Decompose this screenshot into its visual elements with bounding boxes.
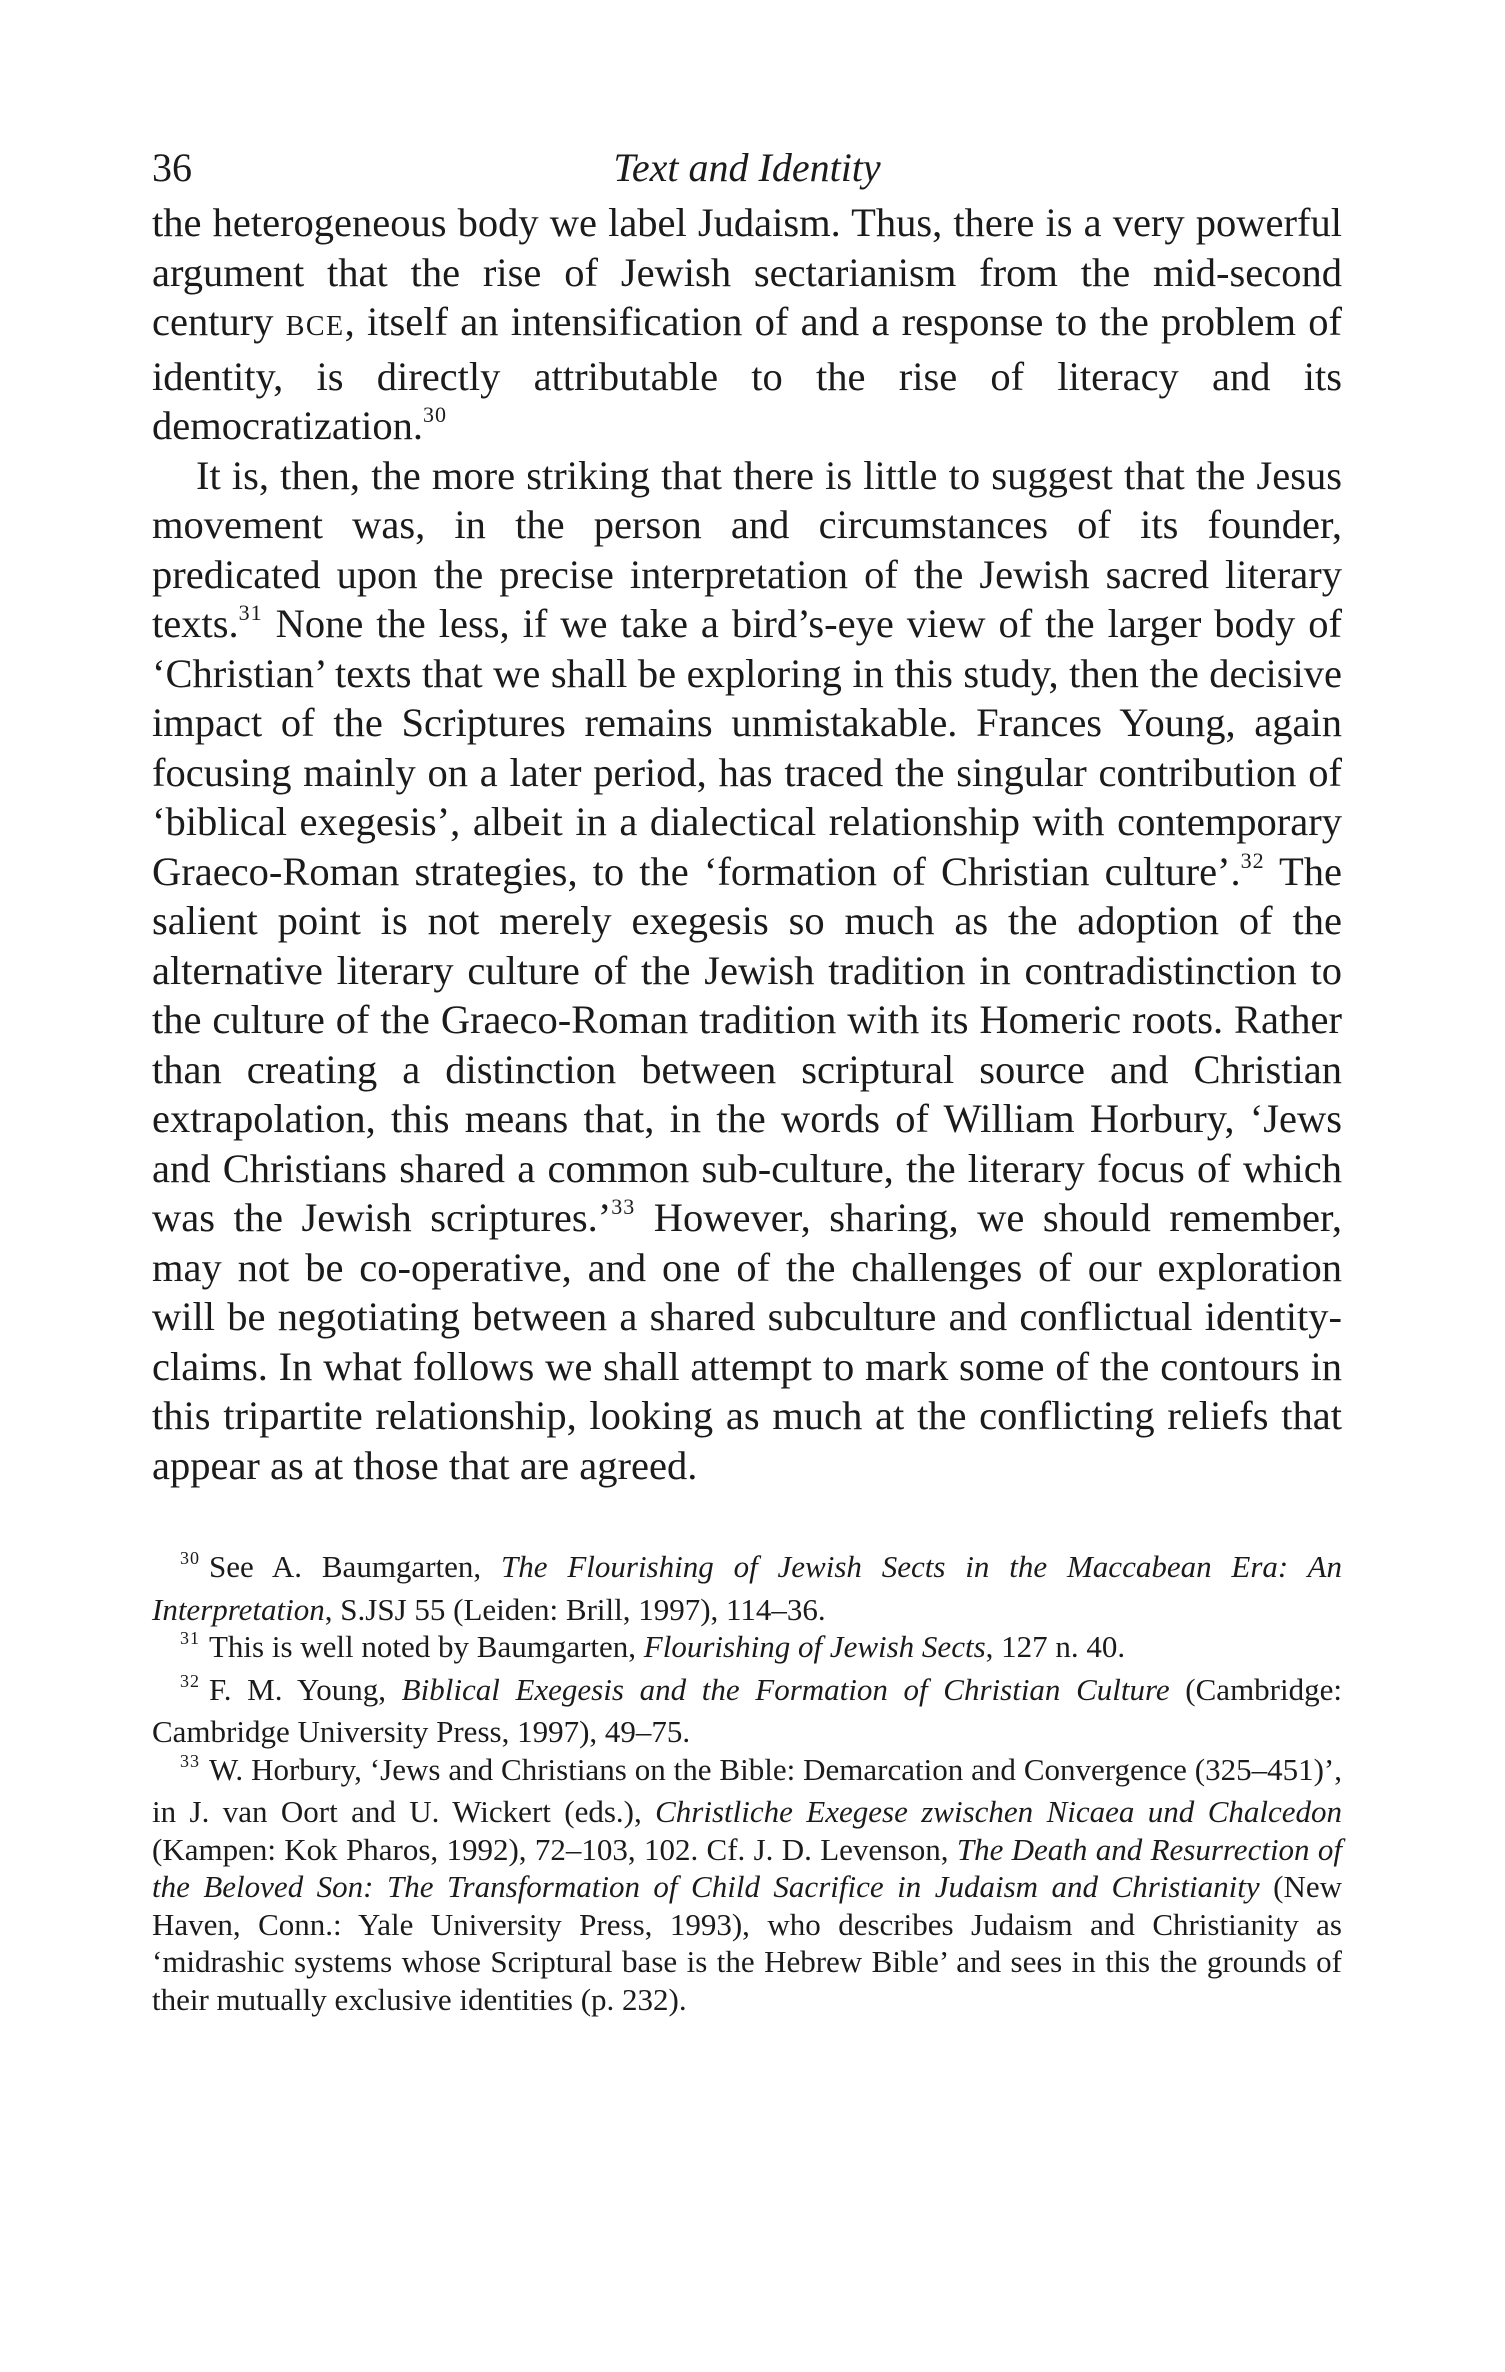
footnote-text: (Cambridge: Cambridge University Press, 1997), 49–75. [152,1671,1342,1749]
footnote-text: This is well noted by Baumgarten, [209,1629,644,1664]
paragraph-2 [152,451,1342,1491]
footnote-text: , S.JSJ 55 (Leiden: Brill, 1997), 114–36. [324,1591,826,1627]
footnote-ref-33[interactable]: 33 [611,1194,636,1219]
footnotes [152,1548,1342,2018]
footnote-text: See A. Baumgarten, [209,1549,501,1584]
footnote-text: (Kampen: Kok Pharos, 1992), 72–103, 102. Cf. J. D. Levenson, [152,1831,957,1867]
footnote-text: (New Haven, Conn.: Yale University Press, 1993), who describes Judaism and Christianity as ‘midrashic systems whose Scriptural base is the Hebrew Bible’ and sees in this the grounds of their mutually exclusive identities (p. 232). [152,1869,1343,2017]
running-title: Text and Identity [613,145,881,190]
paragraph-2-text-c: The salient point is not merely exegesis so much as the adoption of the alternative literary culture of the Jewish tradition in contradistinction to the culture of the Graeco-Roman tradition with its Homeric roots. Rather than creating a distinction between scriptural source and Christian extrapolation, this means that, in the words of William Horbury, ‘Jews and Christians shared a common sub-culture, the literary focus of which was the Jewish scriptures.’ [152,848,1342,1240]
footnote-33 [152,1751,1342,2019]
small-caps-bce: BCE [285,311,345,342]
footnote-title: Christliche Exegese zwischen Nicaea und Chalcedon [655,1794,1342,1829]
paragraph-2-text-b: None the less, if we take a bird’s-eye view of the larger body of ‘Christian’ texts that we shall be exploring in this study, then the decisive impact of the Scriptures remains unmistakable. Frances Young, again focusing mainly on a later period, has traced the singular contribution of ‘biblical exegesis’, albeit in a dialectical relationship with contemporary Graeco-Roman strategies, to the ‘formation of Christian culture’. [152,601,1342,894]
footnote-text: F. M. Young, [209,1671,402,1707]
running-head [152,138,1342,198]
page-number: 36 [152,145,192,190]
footnote-title: Flourishing of Jewish Sects [643,1629,986,1664]
footnote-30 [152,1548,1342,1628]
footnote-ref-32[interactable]: 32 [1240,847,1265,873]
footnote-title: Biblical Exegesis and the Formation of Christian Culture [401,1671,1170,1707]
footnote-number: 33 [180,1750,200,1771]
paragraph-1 [152,198,1342,451]
footnote-number: 30 [180,1548,200,1568]
footnote-text: W. Horbury, ‘Jews and Christians on the Bible: Demarcation and Convergence (325–451)’, in J. van Oort and U. Wickert (eds.), [152,1751,1342,1829]
footnote-number: 31 [180,1628,200,1648]
footnote-32 [152,1671,1342,1751]
footnote-number: 32 [180,1670,200,1691]
paragraph-1-text-a: the heterogeneous body we label Judaism. Thus, there is a very powerful argument that the rise of Jewish sectarianism from the mid-second century [152,200,1342,344]
footnote-ref-31[interactable]: 31 [238,600,263,625]
footnote-ref-30[interactable]: 30 [423,402,448,427]
book-page [152,138,1342,2018]
footnote-title: The Death and Resurrection of the Beloved Son: The Transformation of Child Sacrifice in Judaism and Christianity [152,1831,1342,1904]
footnote-31 [152,1628,1342,1671]
body-text [152,198,1342,1490]
footnote-text: , 127 n. 40. [985,1629,1126,1664]
paragraph-2-text-d: However, sharing, we should remember, may not be co-operative, and one of the challenges of our exploration will be negotiating between a shared subculture and conflictual identity-claims. In what follows we shall attempt to mark some of the contours in this tripartite relationship, looking as much at the conflicting reliefs that appear as at those that are agreed. [152,1195,1343,1488]
footnote-title: The Flourishing of Jewish Sects in the Maccabean Era: An Interpretation [152,1549,1342,1627]
paragraph-1-text-b: , itself an intensification of and a response to the problem of identity, is directly attributable to the rise of literacy and its democratization. [152,299,1342,448]
paragraph-2-text-a: It is, then, the more striking that there is little to suggest that the Jesus movement was, in the person and circumstances of its founder, predicated upon the precise interpretation of the Jewish sacred literary texts. [152,452,1342,646]
